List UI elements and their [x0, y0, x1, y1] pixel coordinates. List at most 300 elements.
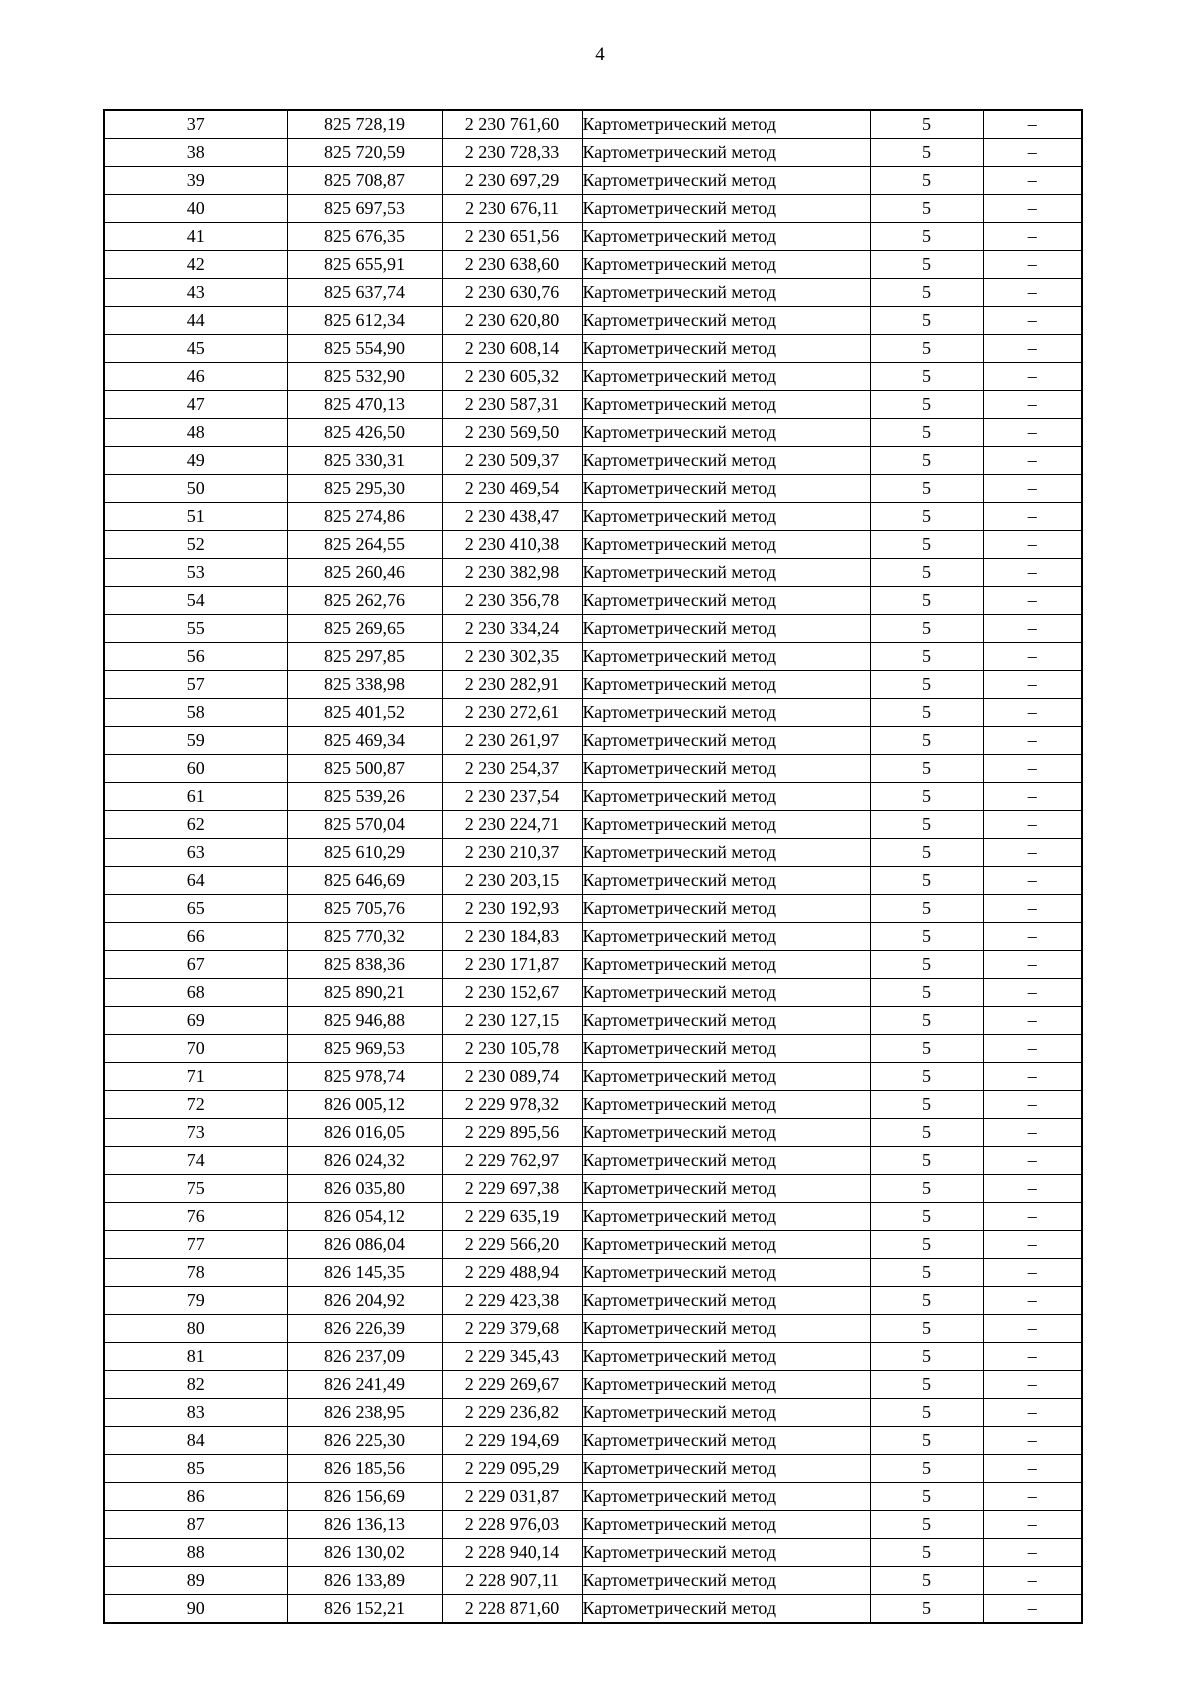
cell-point-number: 54 — [104, 587, 287, 615]
cell-point-number: 39 — [104, 167, 287, 195]
cell-coordinate-y: 2 229 095,29 — [442, 1455, 582, 1483]
cell-method: Картометрический метод — [582, 391, 870, 419]
cell-note: – — [983, 167, 1082, 195]
cell-accuracy: 5 — [870, 447, 983, 475]
cell-method: Картометрический метод — [582, 1259, 870, 1287]
cell-method: Картометрический метод — [582, 1035, 870, 1063]
cell-point-number: 79 — [104, 1287, 287, 1315]
cell-coordinate-x: 825 612,34 — [287, 307, 442, 335]
cell-note: – — [983, 1007, 1082, 1035]
cell-accuracy: 5 — [870, 251, 983, 279]
cell-method: Картометрический метод — [582, 139, 870, 167]
cell-coordinate-y: 2 230 237,54 — [442, 783, 582, 811]
table-row — [104, 1231, 1082, 1259]
cell-point-number: 64 — [104, 867, 287, 895]
cell-accuracy: 5 — [870, 615, 983, 643]
table-row — [104, 1315, 1082, 1343]
cell-point-number: 50 — [104, 475, 287, 503]
table-row — [104, 391, 1082, 419]
cell-accuracy: 5 — [870, 279, 983, 307]
cell-note: – — [983, 1567, 1082, 1595]
cell-note: – — [983, 1595, 1082, 1624]
cell-accuracy: 5 — [870, 1511, 983, 1539]
cell-coordinate-x: 825 532,90 — [287, 363, 442, 391]
cell-accuracy: 5 — [870, 1035, 983, 1063]
cell-point-number: 78 — [104, 1259, 287, 1287]
cell-coordinate-x: 825 554,90 — [287, 335, 442, 363]
table-row — [104, 951, 1082, 979]
cell-coordinate-x: 825 728,19 — [287, 110, 442, 139]
cell-accuracy: 5 — [870, 1147, 983, 1175]
cell-note: – — [983, 755, 1082, 783]
table-row — [104, 895, 1082, 923]
coordinates-table — [103, 109, 1083, 1624]
cell-note: – — [983, 1427, 1082, 1455]
cell-method: Картометрический метод — [582, 1287, 870, 1315]
cell-coordinate-y: 2 230 569,50 — [442, 419, 582, 447]
cell-point-number: 71 — [104, 1063, 287, 1091]
cell-note: – — [983, 1483, 1082, 1511]
cell-accuracy: 5 — [870, 195, 983, 223]
cell-note: – — [983, 951, 1082, 979]
table-row — [104, 867, 1082, 895]
cell-coordinate-y: 2 229 379,68 — [442, 1315, 582, 1343]
cell-method: Картометрический метод — [582, 1455, 870, 1483]
cell-coordinate-x: 825 610,29 — [287, 839, 442, 867]
cell-point-number: 74 — [104, 1147, 287, 1175]
cell-accuracy: 5 — [870, 1175, 983, 1203]
cell-method: Картометрический метод — [582, 419, 870, 447]
table-row — [104, 1483, 1082, 1511]
table-row — [104, 1287, 1082, 1315]
cell-method: Картометрический метод — [582, 475, 870, 503]
table-row — [104, 643, 1082, 671]
table-row — [104, 419, 1082, 447]
table-row — [104, 699, 1082, 727]
cell-coordinate-x: 825 676,35 — [287, 223, 442, 251]
table-row — [104, 979, 1082, 1007]
cell-point-number: 47 — [104, 391, 287, 419]
cell-point-number: 59 — [104, 727, 287, 755]
cell-accuracy: 5 — [870, 1259, 983, 1287]
cell-coordinate-y: 2 230 620,80 — [442, 307, 582, 335]
table-row — [104, 1203, 1082, 1231]
cell-coordinate-x: 825 426,50 — [287, 419, 442, 447]
cell-point-number: 68 — [104, 979, 287, 1007]
cell-accuracy: 5 — [870, 475, 983, 503]
cell-note: – — [983, 223, 1082, 251]
cell-method: Картометрический метод — [582, 755, 870, 783]
cell-accuracy: 5 — [870, 979, 983, 1007]
table-row — [104, 615, 1082, 643]
cell-coordinate-x: 825 338,98 — [287, 671, 442, 699]
cell-coordinate-y: 2 228 871,60 — [442, 1595, 582, 1624]
cell-accuracy: 5 — [870, 923, 983, 951]
cell-coordinate-x: 825 708,87 — [287, 167, 442, 195]
cell-coordinate-x: 825 637,74 — [287, 279, 442, 307]
table-row — [104, 1259, 1082, 1287]
cell-accuracy: 5 — [870, 307, 983, 335]
table-row — [104, 587, 1082, 615]
cell-coordinate-x: 825 260,46 — [287, 559, 442, 587]
cell-coordinate-y: 2 230 651,56 — [442, 223, 582, 251]
cell-method: Картометрический метод — [582, 1175, 870, 1203]
cell-note: – — [983, 195, 1082, 223]
cell-coordinate-x: 825 969,53 — [287, 1035, 442, 1063]
cell-note: – — [983, 475, 1082, 503]
cell-method: Картометрический метод — [582, 363, 870, 391]
cell-note: – — [983, 363, 1082, 391]
table-row — [104, 1371, 1082, 1399]
cell-note: – — [983, 727, 1082, 755]
cell-point-number: 37 — [104, 110, 287, 139]
cell-coordinate-y: 2 230 410,38 — [442, 531, 582, 559]
cell-coordinate-x: 826 152,21 — [287, 1595, 442, 1624]
cell-coordinate-x: 826 225,30 — [287, 1427, 442, 1455]
cell-point-number: 63 — [104, 839, 287, 867]
cell-accuracy: 5 — [870, 1595, 983, 1624]
cell-note: – — [983, 783, 1082, 811]
table-row — [104, 1147, 1082, 1175]
cell-method: Картометрический метод — [582, 279, 870, 307]
cell-accuracy: 5 — [870, 531, 983, 559]
cell-method: Картометрический метод — [582, 895, 870, 923]
cell-coordinate-x: 825 269,65 — [287, 615, 442, 643]
cell-accuracy: 5 — [870, 783, 983, 811]
cell-coordinate-x: 826 238,95 — [287, 1399, 442, 1427]
cell-accuracy: 5 — [870, 895, 983, 923]
cell-method: Картометрический метод — [582, 783, 870, 811]
table-row — [104, 1119, 1082, 1147]
cell-point-number: 84 — [104, 1427, 287, 1455]
cell-accuracy: 5 — [870, 699, 983, 727]
cell-accuracy: 5 — [870, 110, 983, 139]
cell-point-number: 43 — [104, 279, 287, 307]
cell-method: Картометрический метод — [582, 1119, 870, 1147]
cell-point-number: 77 — [104, 1231, 287, 1259]
cell-coordinate-x: 826 204,92 — [287, 1287, 442, 1315]
cell-method: Картометрический метод — [582, 1231, 870, 1259]
cell-note: – — [983, 1399, 1082, 1427]
cell-accuracy: 5 — [870, 1091, 983, 1119]
cell-coordinate-y: 2 230 605,32 — [442, 363, 582, 391]
cell-coordinate-x: 825 770,32 — [287, 923, 442, 951]
cell-coordinate-y: 2 230 676,11 — [442, 195, 582, 223]
cell-accuracy: 5 — [870, 1539, 983, 1567]
table-row — [104, 1455, 1082, 1483]
cell-coordinate-x: 825 890,21 — [287, 979, 442, 1007]
cell-note: – — [983, 615, 1082, 643]
table-row — [104, 755, 1082, 783]
cell-accuracy: 5 — [870, 1231, 983, 1259]
cell-coordinate-y: 2 230 282,91 — [442, 671, 582, 699]
cell-coordinate-y: 2 230 210,37 — [442, 839, 582, 867]
cell-coordinate-x: 826 185,56 — [287, 1455, 442, 1483]
cell-point-number: 72 — [104, 1091, 287, 1119]
cell-coordinate-x: 825 295,30 — [287, 475, 442, 503]
cell-coordinate-x: 825 655,91 — [287, 251, 442, 279]
cell-point-number: 66 — [104, 923, 287, 951]
cell-note: – — [983, 531, 1082, 559]
cell-coordinate-x: 825 720,59 — [287, 139, 442, 167]
table-row — [104, 923, 1082, 951]
cell-note: – — [983, 895, 1082, 923]
cell-accuracy: 5 — [870, 1063, 983, 1091]
cell-note: – — [983, 1315, 1082, 1343]
cell-note: – — [983, 1119, 1082, 1147]
cell-coordinate-y: 2 229 236,82 — [442, 1399, 582, 1427]
cell-coordinate-y: 2 230 638,60 — [442, 251, 582, 279]
table-row — [104, 139, 1082, 167]
cell-point-number: 45 — [104, 335, 287, 363]
table-row — [104, 783, 1082, 811]
cell-coordinate-y: 2 229 194,69 — [442, 1427, 582, 1455]
cell-method: Картометрический метод — [582, 839, 870, 867]
cell-note: – — [983, 1259, 1082, 1287]
cell-point-number: 75 — [104, 1175, 287, 1203]
cell-coordinate-y: 2 230 192,93 — [442, 895, 582, 923]
cell-coordinate-x: 826 133,89 — [287, 1567, 442, 1595]
cell-method: Картометрический метод — [582, 167, 870, 195]
cell-note: – — [983, 447, 1082, 475]
cell-accuracy: 5 — [870, 1343, 983, 1371]
cell-coordinate-y: 2 230 261,97 — [442, 727, 582, 755]
cell-coordinate-x: 826 024,32 — [287, 1147, 442, 1175]
cell-note: – — [983, 1371, 1082, 1399]
coordinates-table-body — [104, 110, 1082, 1623]
cell-note: – — [983, 503, 1082, 531]
cell-method: Картометрический метод — [582, 1007, 870, 1035]
table-row — [104, 811, 1082, 839]
cell-coordinate-y: 2 230 728,33 — [442, 139, 582, 167]
cell-point-number: 62 — [104, 811, 287, 839]
cell-coordinate-x: 825 946,88 — [287, 1007, 442, 1035]
cell-method: Картометрический метод — [582, 1483, 870, 1511]
cell-accuracy: 5 — [870, 671, 983, 699]
cell-coordinate-y: 2 228 907,11 — [442, 1567, 582, 1595]
cell-coordinate-y: 2 229 635,19 — [442, 1203, 582, 1231]
cell-note: – — [983, 1511, 1082, 1539]
cell-point-number: 81 — [104, 1343, 287, 1371]
cell-point-number: 44 — [104, 307, 287, 335]
table-row — [104, 251, 1082, 279]
table-row — [104, 447, 1082, 475]
cell-note: – — [983, 699, 1082, 727]
cell-method: Картометрический метод — [582, 307, 870, 335]
cell-point-number: 69 — [104, 1007, 287, 1035]
table-row — [104, 1539, 1082, 1567]
cell-note: – — [983, 1175, 1082, 1203]
cell-coordinate-y: 2 230 438,47 — [442, 503, 582, 531]
cell-coordinate-y: 2 230 630,76 — [442, 279, 582, 307]
cell-coordinate-y: 2 228 940,14 — [442, 1539, 582, 1567]
cell-point-number: 51 — [104, 503, 287, 531]
cell-coordinate-y: 2 230 254,37 — [442, 755, 582, 783]
cell-point-number: 46 — [104, 363, 287, 391]
cell-method: Картометрический метод — [582, 811, 870, 839]
table-row — [104, 1595, 1082, 1624]
cell-note: – — [983, 979, 1082, 1007]
cell-method: Картометрический метод — [582, 1399, 870, 1427]
cell-method: Картометрический метод — [582, 1427, 870, 1455]
cell-method: Картометрический метод — [582, 559, 870, 587]
cell-point-number: 40 — [104, 195, 287, 223]
cell-method: Картометрический метод — [582, 587, 870, 615]
cell-note: – — [983, 1231, 1082, 1259]
cell-accuracy: 5 — [870, 587, 983, 615]
cell-coordinate-x: 825 274,86 — [287, 503, 442, 531]
cell-coordinate-y: 2 229 762,97 — [442, 1147, 582, 1175]
cell-note: – — [983, 1455, 1082, 1483]
cell-note: – — [983, 1147, 1082, 1175]
cell-coordinate-y: 2 230 184,83 — [442, 923, 582, 951]
cell-coordinate-x: 825 470,13 — [287, 391, 442, 419]
cell-note: – — [983, 923, 1082, 951]
cell-coordinate-x: 825 330,31 — [287, 447, 442, 475]
table-row — [104, 110, 1082, 139]
cell-note: – — [983, 559, 1082, 587]
cell-method: Картометрический метод — [582, 503, 870, 531]
cell-note: – — [983, 419, 1082, 447]
cell-accuracy: 5 — [870, 223, 983, 251]
cell-coordinate-x: 826 241,49 — [287, 1371, 442, 1399]
cell-point-number: 38 — [104, 139, 287, 167]
cell-coordinate-y: 2 230 203,15 — [442, 867, 582, 895]
table-row — [104, 307, 1082, 335]
cell-coordinate-x: 826 016,05 — [287, 1119, 442, 1147]
cell-note: – — [983, 1287, 1082, 1315]
cell-accuracy: 5 — [870, 951, 983, 979]
cell-point-number: 86 — [104, 1483, 287, 1511]
cell-coordinate-y: 2 230 127,15 — [442, 1007, 582, 1035]
cell-accuracy: 5 — [870, 811, 983, 839]
cell-note: – — [983, 335, 1082, 363]
cell-point-number: 65 — [104, 895, 287, 923]
table-row — [104, 1567, 1082, 1595]
cell-method: Картометрический метод — [582, 1063, 870, 1091]
table-row — [104, 559, 1082, 587]
cell-accuracy: 5 — [870, 755, 983, 783]
cell-coordinate-x: 825 539,26 — [287, 783, 442, 811]
cell-accuracy: 5 — [870, 1315, 983, 1343]
cell-coordinate-y: 2 230 761,60 — [442, 110, 582, 139]
cell-coordinate-y: 2 229 895,56 — [442, 1119, 582, 1147]
cell-note: – — [983, 279, 1082, 307]
cell-coordinate-x: 826 005,12 — [287, 1091, 442, 1119]
cell-method: Картометрический метод — [582, 335, 870, 363]
cell-coordinate-y: 2 230 224,71 — [442, 811, 582, 839]
cell-method: Картометрический метод — [582, 979, 870, 1007]
cell-coordinate-x: 825 500,87 — [287, 755, 442, 783]
cell-coordinate-x: 826 035,80 — [287, 1175, 442, 1203]
cell-coordinate-x: 825 297,85 — [287, 643, 442, 671]
cell-point-number: 90 — [104, 1595, 287, 1624]
cell-note: – — [983, 643, 1082, 671]
cell-point-number: 49 — [104, 447, 287, 475]
table-row — [104, 195, 1082, 223]
cell-point-number: 61 — [104, 783, 287, 811]
cell-coordinate-y: 2 230 152,67 — [442, 979, 582, 1007]
table-row — [104, 167, 1082, 195]
cell-note: – — [983, 139, 1082, 167]
table-row — [104, 1007, 1082, 1035]
cell-coordinate-x: 825 469,34 — [287, 727, 442, 755]
table-row — [104, 1399, 1082, 1427]
cell-note: – — [983, 867, 1082, 895]
cell-coordinate-x: 826 145,35 — [287, 1259, 442, 1287]
cell-coordinate-y: 2 229 345,43 — [442, 1343, 582, 1371]
cell-accuracy: 5 — [870, 363, 983, 391]
cell-note: – — [983, 587, 1082, 615]
cell-coordinate-y: 2 229 031,87 — [442, 1483, 582, 1511]
cell-coordinate-y: 2 230 334,24 — [442, 615, 582, 643]
table-row — [104, 475, 1082, 503]
cell-accuracy: 5 — [870, 1371, 983, 1399]
cell-point-number: 76 — [104, 1203, 287, 1231]
cell-method: Картометрический метод — [582, 223, 870, 251]
cell-coordinate-y: 2 230 171,87 — [442, 951, 582, 979]
cell-point-number: 67 — [104, 951, 287, 979]
table-row — [104, 1427, 1082, 1455]
cell-coordinate-x: 825 838,36 — [287, 951, 442, 979]
cell-coordinate-y: 2 230 469,54 — [442, 475, 582, 503]
cell-point-number: 60 — [104, 755, 287, 783]
table-row — [104, 1175, 1082, 1203]
cell-accuracy: 5 — [870, 643, 983, 671]
cell-accuracy: 5 — [870, 1483, 983, 1511]
cell-point-number: 41 — [104, 223, 287, 251]
cell-point-number: 48 — [104, 419, 287, 447]
cell-method: Картометрический метод — [582, 251, 870, 279]
cell-accuracy: 5 — [870, 139, 983, 167]
cell-method: Картометрический метод — [582, 643, 870, 671]
cell-point-number: 85 — [104, 1455, 287, 1483]
cell-coordinate-y: 2 230 608,14 — [442, 335, 582, 363]
cell-point-number: 53 — [104, 559, 287, 587]
cell-method: Картометрический метод — [582, 447, 870, 475]
cell-accuracy: 5 — [870, 167, 983, 195]
cell-coordinate-y: 2 230 587,31 — [442, 391, 582, 419]
cell-point-number: 52 — [104, 531, 287, 559]
cell-method: Картометрический метод — [582, 531, 870, 559]
table-row — [104, 671, 1082, 699]
cell-note: – — [983, 811, 1082, 839]
cell-method: Картометрический метод — [582, 1203, 870, 1231]
cell-coordinate-x: 825 978,74 — [287, 1063, 442, 1091]
table-row — [104, 1035, 1082, 1063]
cell-accuracy: 5 — [870, 1427, 983, 1455]
cell-coordinate-y: 2 229 269,67 — [442, 1371, 582, 1399]
cell-accuracy: 5 — [870, 867, 983, 895]
cell-point-number: 80 — [104, 1315, 287, 1343]
cell-method: Картометрический метод — [582, 195, 870, 223]
cell-coordinate-x: 825 697,53 — [287, 195, 442, 223]
cell-coordinate-x: 825 264,55 — [287, 531, 442, 559]
table-row — [104, 839, 1082, 867]
cell-point-number: 83 — [104, 1399, 287, 1427]
cell-coordinate-y: 2 229 697,38 — [442, 1175, 582, 1203]
cell-coordinate-y: 2 229 566,20 — [442, 1231, 582, 1259]
cell-coordinate-x: 826 226,39 — [287, 1315, 442, 1343]
cell-point-number: 70 — [104, 1035, 287, 1063]
table-row — [104, 223, 1082, 251]
cell-coordinate-x: 826 156,69 — [287, 1483, 442, 1511]
cell-method: Картометрический метод — [582, 951, 870, 979]
cell-coordinate-y: 2 228 976,03 — [442, 1511, 582, 1539]
cell-method: Картометрический метод — [582, 110, 870, 139]
cell-accuracy: 5 — [870, 391, 983, 419]
cell-method: Картометрический метод — [582, 923, 870, 951]
